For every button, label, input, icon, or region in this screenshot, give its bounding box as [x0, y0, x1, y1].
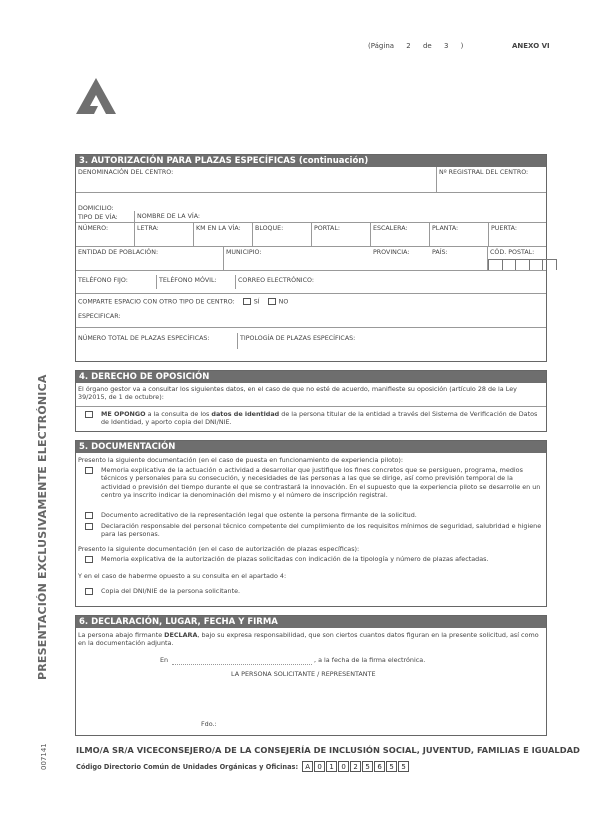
field-tipologia[interactable]: TIPOLOGÍA DE PLAZAS ESPECÍFICAS:	[237, 333, 357, 349]
cod-postal-boxes	[488, 259, 556, 270]
doc-checkbox-5[interactable]	[85, 588, 93, 595]
domicilio-label: DOMICILIO:	[78, 205, 114, 212]
lugar-field[interactable]	[172, 664, 312, 665]
field-bloque[interactable]: BLOQUE:	[252, 223, 285, 246]
oponer-checkbox[interactable]	[85, 411, 93, 418]
section-autorizacion	[75, 154, 547, 362]
si-label: SÍ	[253, 298, 260, 306]
codigo-row	[76, 761, 410, 772]
field-portal[interactable]: PORTAL:	[311, 223, 342, 246]
codigo-char: 6	[374, 761, 385, 772]
field-municipio[interactable]: MUNICIPIO:	[223, 247, 264, 270]
field-letra[interactable]: LETRA:	[134, 223, 161, 246]
field-km[interactable]: KM EN LA VÍA:	[193, 223, 243, 246]
en-label: En	[160, 656, 169, 664]
doc-checkbox-4[interactable]	[85, 556, 93, 563]
field-tel-fijo[interactable]: TELÉFONO FIJO:	[78, 277, 128, 284]
field-entidad[interactable]: ENTIDAD DE POBLACIÓN:	[78, 249, 159, 256]
field-tipo-via[interactable]: TIPO DE VÍA:	[78, 214, 118, 221]
section-oposicion	[75, 370, 547, 432]
field-numero[interactable]: NÚMERO:	[78, 225, 109, 232]
close-paren: )	[460, 42, 464, 50]
anexo-label: ANEXO VI	[512, 42, 550, 50]
field-numero-total[interactable]: NÚMERO TOTAL DE PLAZAS ESPECÍFICAS:	[78, 335, 210, 342]
field-pais[interactable]: PAÍS:	[432, 249, 448, 256]
doc-item-2: Documento acreditativo de la representación legal que ostente la persona firmante de la solicitud.	[101, 511, 417, 519]
page-number: 2	[406, 42, 411, 50]
pagina-label: (Página	[368, 42, 395, 50]
field-planta[interactable]: PLANTA:	[429, 223, 460, 246]
codigo-char: 1	[326, 761, 337, 772]
field-denominacion[interactable]: DENOMINACIÓN DEL CENTRO:	[78, 169, 174, 176]
field-tel-movil[interactable]: TELÉFONO MÓVIL:	[156, 275, 219, 289]
junta-logo-icon	[76, 78, 116, 114]
field-provincia[interactable]: PROVINCIA:	[373, 249, 410, 256]
section-title: 3. AUTORIZACIÓN PARA PLAZAS ESPECÍFICAS (continuación)	[76, 155, 546, 167]
doc-checkbox-1[interactable]	[85, 467, 93, 474]
codigo-char: 5	[398, 761, 409, 772]
declaracion-text: La persona abajo firmante DECLARA, bajo su expresa responsabilidad, que son ciertos cuantos datos figuran en la presente solicitud, así como en la documentación adjunta.	[78, 631, 539, 648]
field-especificar[interactable]: ESPECIFICAR:	[78, 313, 121, 320]
codigo-char: A	[302, 761, 313, 772]
field-nombre-via[interactable]: NOMBRE DE LA VÍA:	[134, 211, 202, 223]
doc-item-1: Memoria explicativa de la actuación o actividad a desarrollar que justifique los fines concretos que se persiguen, programa, medios técnicos y personales para su consecución, y necesidades de las personas a las que se dirige, así como previsión temporal de la actividad o previsión del tiempo durante el que se contrastará la innovación. En el supuesto que la experiencia piloto se desarrolle en un centro ya inscrito indicar la denominación del mismo y el número de inscripción registral.	[101, 466, 541, 499]
field-cod-postal[interactable]	[487, 247, 548, 270]
de-label: de	[422, 42, 432, 50]
oposicion-intro: El órgano gestor va a consultar los siguientes datos, en el caso de que no esté de acuerdo, manifieste su oposición (artículo 28 de la Ley 39/2015, de 1 de octubre):	[76, 383, 546, 407]
codigo-char: 5	[362, 761, 373, 772]
fdo-label: Fdo.:	[201, 720, 217, 728]
section-title: 6. DECLARACIÓN, LUGAR, FECHA Y FIRMA	[76, 616, 546, 628]
codigo-boxes	[302, 761, 410, 772]
page-total: 3	[443, 42, 449, 50]
codigo-char: 0	[338, 761, 349, 772]
section-title: 4. DERECHO DE OPOSICIÓN	[76, 371, 546, 383]
doc-item-3: Declaración responsable del personal técnico competente del cumplimiento de los requisitos mínimos de seguridad, salubridad e higiene para las personas.	[101, 522, 542, 539]
recipient: ILMO/A SR/A VICECONSEJERO/A DE LA CONSEJERÍA DE INCLUSIÓN SOCIAL, JUVENTUD, FAMILIAS E IGUALDAD	[76, 745, 580, 755]
doc-intro-3: Y en el caso de haberme opuesto a su consulta en el apartado 4:	[78, 572, 287, 580]
doc-checkbox-3[interactable]	[85, 523, 93, 530]
codigo-char: 5	[386, 761, 397, 772]
field-correo[interactable]: CORREO ELECTRÓNICO:	[235, 275, 316, 289]
section-title: 5. DOCUMENTACIÓN	[76, 441, 546, 453]
doc-number: 007141	[40, 743, 48, 770]
page-indicator	[368, 42, 467, 50]
doc-checkbox-2[interactable]	[85, 512, 93, 519]
doc-item-5: Copia del DNI/NIE de la persona solicitante.	[101, 587, 241, 595]
fecha-text: , a la fecha de la firma electrónica.	[314, 656, 426, 664]
comparte-label: COMPARTE ESPACIO CON OTRO TIPO DE CENTRO:	[78, 298, 235, 306]
oponer-text: ME OPONGO a la consulta de los datos de identidad de la persona titular de la entidad a través del Sistema de Verificación de Datos de Identidad, y aporto copia del DNI/NIE.	[101, 410, 538, 427]
si-checkbox[interactable]	[243, 298, 251, 305]
no-label: NO	[278, 298, 289, 306]
section-documentacion	[75, 440, 547, 607]
no-checkbox[interactable]	[268, 298, 276, 305]
side-text: PRESENTACIÓN EXCLUSIVAMENTE ELECTRÓNICA	[36, 374, 49, 680]
field-escalera[interactable]: ESCALERA:	[370, 223, 410, 246]
codigo-label: Código Directorio Común de Unidades Orgánicas y Oficinas:	[76, 762, 299, 771]
section-declaracion	[75, 615, 547, 736]
field-puerta[interactable]: PUERTA:	[488, 223, 519, 246]
doc-intro-1: Presento la siguiente documentación (en el caso de puesta en funcionamiento de experiencia piloto):	[78, 456, 404, 464]
solicitante-label: LA PERSONA SOLICITANTE / REPRESENTANTE	[231, 670, 376, 678]
doc-intro-2: Presento la siguiente documentación (en el caso de autorización de plazas específicas):	[78, 545, 360, 553]
codigo-char: 2	[350, 761, 361, 772]
field-registral[interactable]: Nº REGISTRAL DEL CENTRO:	[436, 167, 530, 192]
codigo-char: 0	[314, 761, 325, 772]
doc-item-4: Memoria explicativa de la autorización de plazas solicitadas con indicación de la tipología y número de plazas afectadas.	[101, 555, 489, 563]
cod-postal-label: CÓD. POSTAL:	[490, 249, 535, 256]
